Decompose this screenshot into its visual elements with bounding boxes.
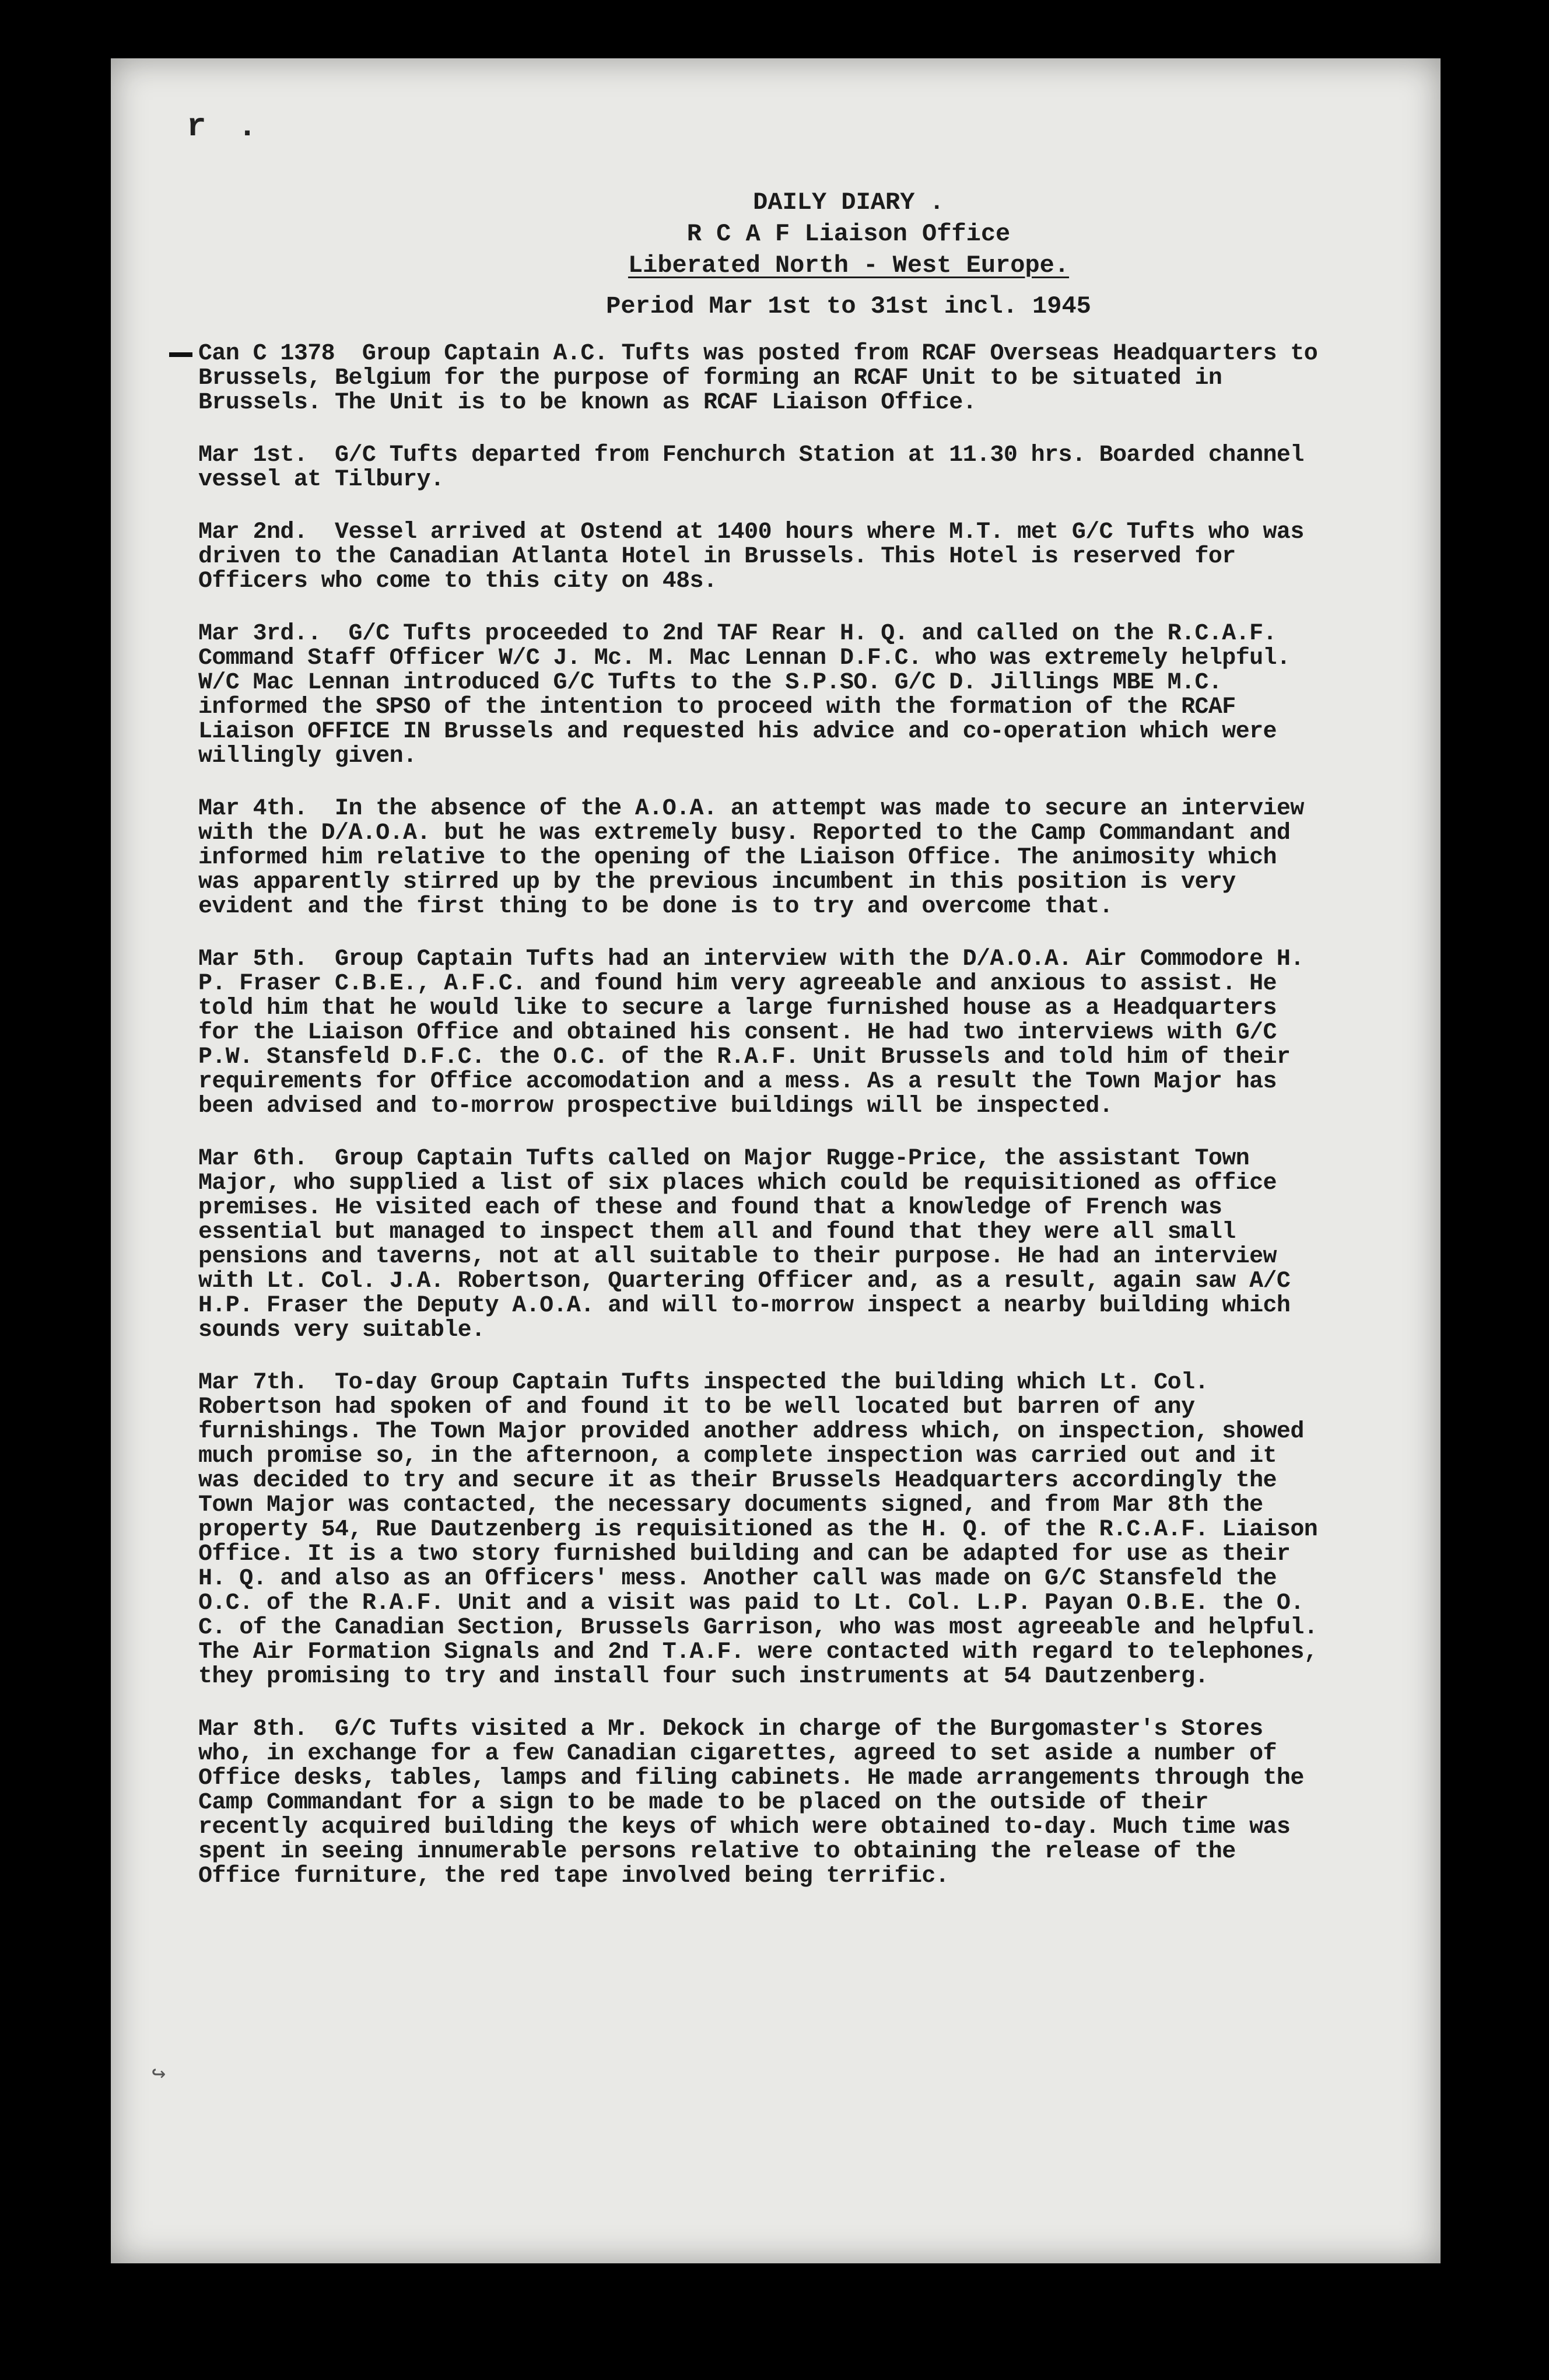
- diary-entry-mar-3: [198, 622, 1324, 769]
- entry-date: Mar 8th.: [198, 1716, 308, 1742]
- margin-pencil-mark: ↪: [152, 2062, 166, 2088]
- diary-title: DAILY DIARY .: [753, 188, 944, 216]
- entry-date: Mar 1st.: [198, 442, 308, 468]
- entry-date: Mar 2nd.: [198, 519, 308, 545]
- diary-entry-mar-4: [198, 797, 1324, 919]
- entry-text: To-day Group Captain Tufts inspected the building which Lt. Col. Robertson had spoken of and found it to be well located but barren of any furnishings. The Town Major provided another address which, on inspection, showed much promise so, in the afternoon, a complete inspection was carried out and it was decided to try and secure it as their Brussels Headquarters accordingly the Town Major was contacted, the necessary documents signed, and from Mar 8th the property 54, Rue Dautzenberg is requisitioned as the H. Q. of the R.C.A.F. Liaison Office. It is a two story furnished building and can be adapted for use as their H. Q. and also as an Officers' mess. Another call was made on G/C Stansfeld the O.C. of the R.A.F. Unit and a visit was paid to Lt. Col. L.P. Payan O.B.E. the O. C. of the Canadian Section, Brussels Garrison, who was most agreeable and helpful. The Air Formation Signals and 2nd T.A.F. were contacted with regard to telephones, they promising to try and install four such instruments at 54 Dautzenberg.: [198, 1370, 1318, 1690]
- diary-entry-mar-2: [198, 520, 1324, 594]
- unit-name: R C A F Liaison Office: [686, 220, 1011, 248]
- document-page: [111, 58, 1441, 2263]
- entry-date: Mar 4th.: [198, 796, 308, 822]
- entry-text: In the absence of the A.O.A. an attempt was made to secure an interview with the D/A.O.A. but he was extremely busy. Reported to the Camp Commandant and informed him relative to the opening of the Liaison Office. The animosity which was apparently stirred up by the previous incumbent in this position is very evident and the first thing to be done is to try and overcome that.: [198, 796, 1304, 920]
- entry-text: G/C Tufts visited a Mr. Dekock in charge of the Burgomaster's Stores who, in exchange for a few Canadian cigarettes, agreed to set aside a number of Office desks, tables, lamps and filing cabinets. He made arrangements through the Camp Commandant for a sign to be made to be placed on the outside of their recently acquired building the keys of which were obtained to-day. Much time was spent in seeing innumerable persons relative to obtaining the release of the Office furniture, the red tape involved being terrific.: [198, 1716, 1304, 1889]
- diary-entry-mar-1: [198, 443, 1324, 492]
- entry-date: Mar 5th.: [198, 946, 308, 972]
- entry-text: G/C Tufts departed from Fenchurch Station at 11.30 hrs. Boarded channel vessel at Tilbury.: [198, 442, 1304, 493]
- diary-entry-mar-8: [198, 1717, 1324, 1889]
- diary-entry-mar-6: [198, 1147, 1324, 1343]
- entry-text: Group Captain Tufts had an interview with the D/A.O.A. Air Commodore H. P. Fraser C.B.E., A.F.C. and found him very agreeable and anxious to assist. He told him that he would like to secure a large furnished house as a Headquarters for the Liaison Office and obtained his consent. He had two interviews with G/C P.W. Stansfeld D.F.C. the O.C. of the R.A.F. Unit Brussels and told him of their requirements for Office accomodation and a mess. As a result the Town Major has been advised and to-morrow prospective buildings will be inspected.: [198, 946, 1304, 1119]
- diary-entries: [198, 342, 1324, 1889]
- margin-arrow-mark: [169, 352, 192, 357]
- entry-text: Group Captain Tufts called on Major Rugge-Price, the assistant Town Major, who supplied a list of six places which could be requisitioned as office premises. He visited each of these and found that a knowledge of French was essential but managed to inspect them all and found that they were all small pensions and taverns, not at all suitable to their purpose. He had an interview with Lt. Col. J.A. Robertson, Quartering Officer and, as a result, again saw A/C H.P. Fraser the Deputy A.O.A. and will to-morrow inspect a nearby building which sounds very suitable.: [198, 1146, 1291, 1343]
- entry-date: Can C 1378: [198, 341, 335, 367]
- diary-entry-mar-5: [198, 947, 1324, 1119]
- entry-text: Group Captain A.C. Tufts was posted from RCAF Overseas Headquarters to Brussels, Belgium for the purpose of forming an RCAF Unit to be situated in Brussels. The Unit is to be known as RCAF Liaison Office.: [198, 341, 1318, 416]
- entry-text: Vessel arrived at Ostend at 1400 hours where M.T. met G/C Tufts who was driven to the Canadian Atlanta Hotel in Brussels. This Hotel is reserved for Officers who come to this city on 48s.: [198, 519, 1304, 594]
- entry-date: Mar 7th.: [198, 1370, 308, 1396]
- location-line: Liberated North - West Europe.: [628, 251, 1070, 279]
- entry-date: Mar 3rd..: [198, 621, 321, 647]
- diary-entry-mar-7: [198, 1371, 1324, 1689]
- corner-mark: r .: [187, 108, 263, 145]
- entry-date: Mar 6th.: [198, 1146, 308, 1172]
- entry-text: G/C Tufts proceeded to 2nd TAF Rear H. Q. and called on the R.C.A.F. Command Staff Officer W/C J. Mc. M. Mac Lennan D.F.C. who was extremely helpful. W/C Mac Lennan introduced G/C Tufts to the S.P.SO. G/C D. Jillings MBE M.C. informed the SPSO of the intention to proceed with the formation of the RCAF Liaison OFFICE IN Brussels and requested his advice and co-operation which were willingly given.: [198, 621, 1291, 769]
- period-line: Period Mar 1st to 31st incl. 1945: [606, 292, 1091, 320]
- diary-entry-posting: [198, 342, 1324, 415]
- diary-header: [373, 187, 1324, 322]
